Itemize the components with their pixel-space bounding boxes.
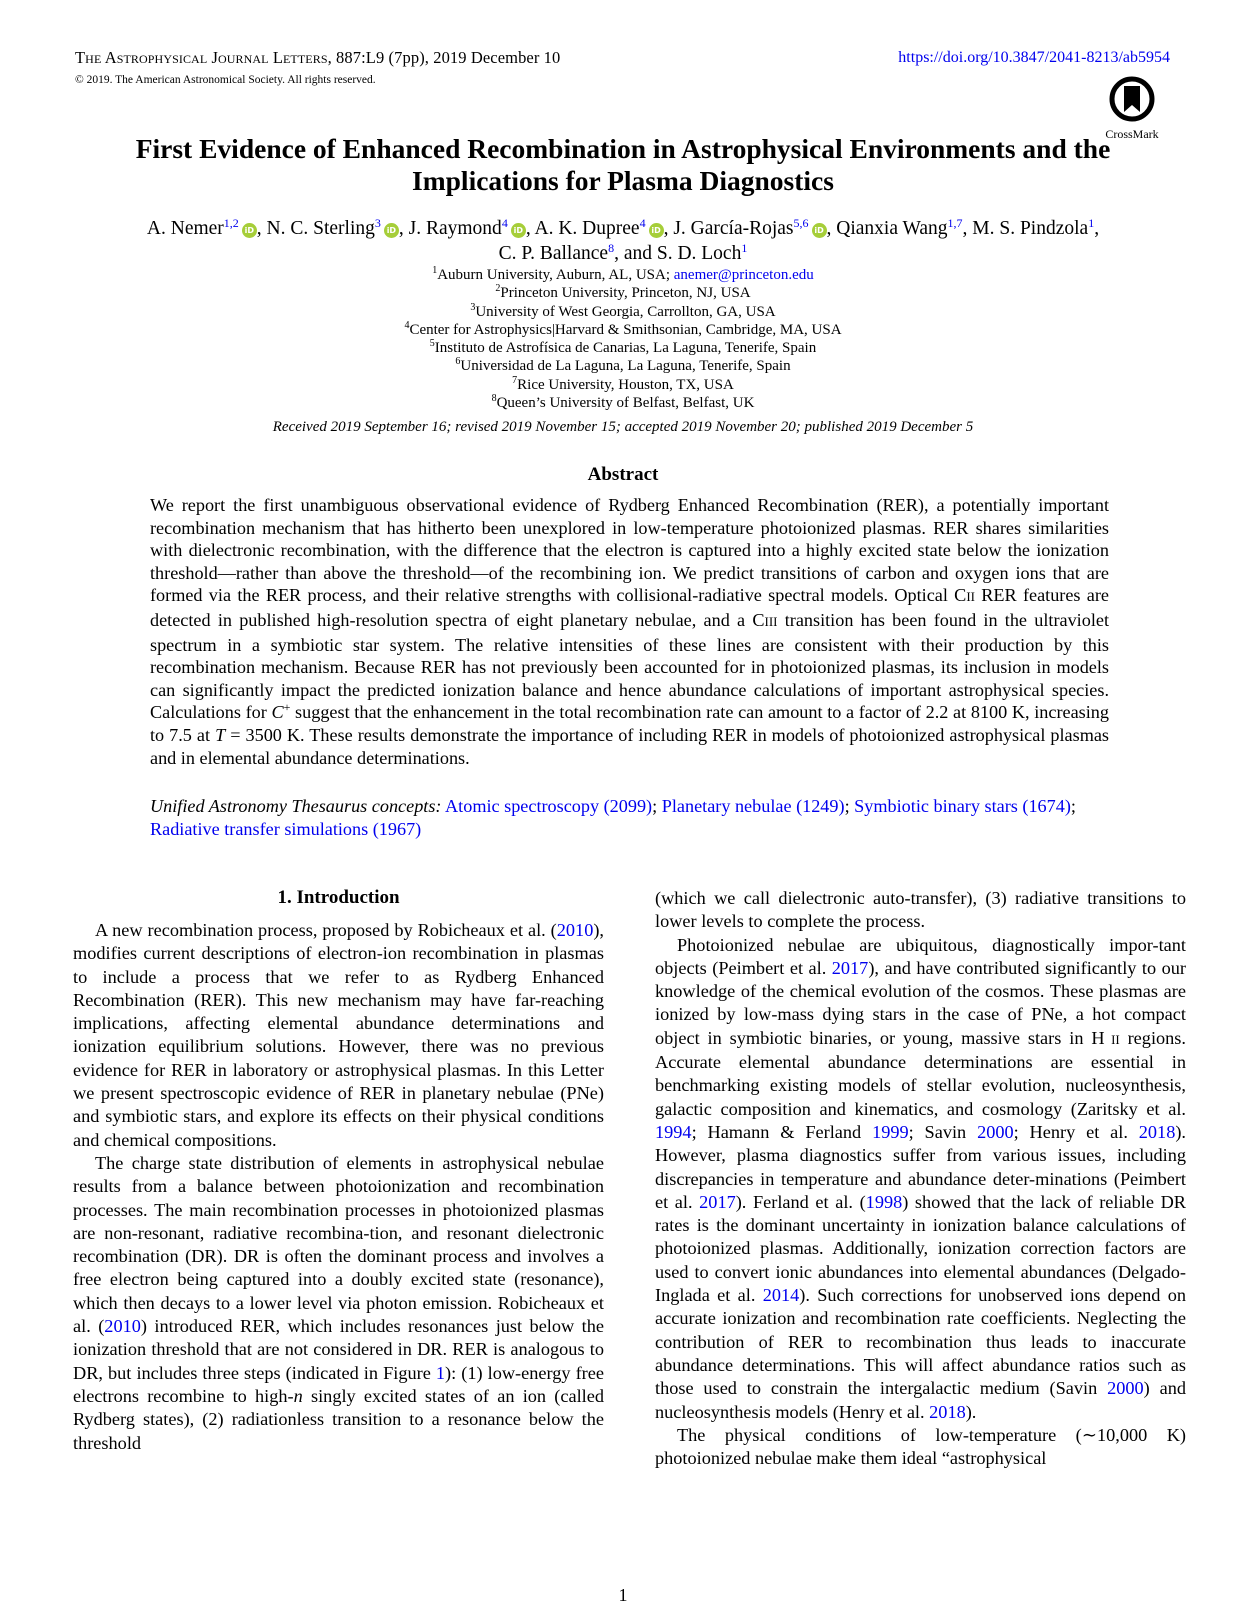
affiliation-ref[interactable]: 4	[639, 216, 646, 230]
author	[673, 218, 826, 239]
affiliation-ref[interactable]: 5,6	[793, 216, 809, 230]
text-run: ). However, plasma diagnostics suffer from various issues, including discrepancies in temperature and abundance deter-minations (Peimbert et al.	[655, 1121, 1186, 1212]
citation-link[interactable]: 2017	[831, 957, 869, 978]
math-variable: n	[293, 1385, 303, 1406]
paragraph	[655, 887, 1186, 934]
affiliation-text: Center for Astrophysics|Harvard & Smithsonian, Cambridge, MA, USA	[409, 321, 842, 338]
affiliation-number: 5	[429, 338, 435, 350]
affiliation-text: Queen’s University of Belfast, Belfast, UK	[496, 395, 755, 412]
right-column	[655, 887, 1186, 1470]
citation-details: , 887:L9 (7pp), 2019 December 10	[327, 48, 561, 67]
page-number: 1	[618, 1585, 628, 1605]
section-heading-introduction: 1. Introduction	[277, 887, 400, 908]
affiliation-number: 6	[455, 356, 461, 368]
abstract-text: RER features are detected in published high-resolution spectra of eight planetary nebulae, and a C	[150, 585, 1109, 630]
uat-concept-link[interactable]: Atomic spectroscopy (2099)	[445, 796, 653, 816]
journal-citation	[75, 48, 560, 68]
citation-link[interactable]: 2010	[104, 1316, 141, 1337]
author-separator: ,	[663, 218, 674, 239]
temperature-variable: T	[215, 724, 226, 745]
separator: ;	[1070, 796, 1076, 816]
abstract-text: suggest that the enhancement in the total recombination rate can amount to a factor of 2.2 at 8100 K, increasing to 7.5 at	[150, 702, 1109, 745]
abstract-text: = 3500 K. These results demonstrate the importance of including RER in models of photoionized astrophysical plasmas and in elemental abundance determinations.	[150, 724, 1109, 768]
text-run: Photoionized nebulae are ubiquitous, diagnostically impor-tant objects (Peimbert et al.	[655, 934, 1186, 978]
text-run: regions. Accurate elemental abundance determinations are essential in benchmarking existing models of stellar evolution, nucleosynthesis, galactic composition and kinematics, and cosmology (Zaritsky et al.	[655, 1027, 1186, 1119]
author-name: A. K. Dupree	[534, 218, 640, 239]
author	[147, 218, 257, 239]
running-header	[75, 48, 560, 86]
crossmark-icon	[1109, 76, 1155, 122]
affiliation-number: 2	[495, 283, 501, 295]
affiliation	[0, 284, 1246, 302]
abstract-body	[150, 494, 1109, 769]
ion-stage: III	[764, 613, 778, 629]
text-run: ), and have contributed significantly to our knowledge of the chemical evolution of the cosmos. These plasmas are ionized by low-mass dying stars in the case of PNe, a hot compact object in symbiotic binaries, or young, massive stars in H	[655, 957, 1186, 1048]
author	[499, 243, 614, 264]
email-link[interactable]: anemer@princeton.edu	[673, 267, 814, 283]
orcid-icon[interactable]: iD	[384, 223, 399, 238]
citation-link[interactable]: 2018	[1138, 1121, 1176, 1142]
citation-link[interactable]: 1999	[872, 1121, 909, 1142]
affiliation-ref[interactable]: 4	[501, 216, 508, 230]
author	[535, 218, 664, 239]
affiliation-number: 8	[491, 393, 497, 405]
affiliation-ref[interactable]: 3	[374, 216, 381, 230]
author-name: J. Raymond	[408, 218, 502, 239]
abstract-heading: Abstract	[587, 464, 659, 485]
author-name: Qianxia Wang	[836, 218, 948, 239]
affiliation-text: Princeton University, Princeton, NJ, USA	[500, 285, 751, 302]
text-run: ) showed that the lack of reliable DR rates is the dominant uncertainty in ionization balance calculations of photoionized plasmas. Additionally, ionization correction factors are used to convert ionic abundances into elemental abundances (Delgado-Inglada et al.	[655, 1191, 1186, 1306]
affiliation-text: Auburn University, Auburn, AL, USA;	[437, 267, 674, 283]
citation-link[interactable]: 2000	[1107, 1378, 1144, 1399]
uat-concept-link[interactable]: Planetary nebulae (1249)	[661, 796, 845, 816]
author-separator: , and	[614, 243, 657, 264]
species-symbol: C	[271, 702, 284, 723]
affiliation	[0, 339, 1246, 357]
separator: ;	[844, 796, 855, 816]
title-line-2: Implications for Plasma Diagnostics	[412, 165, 834, 196]
paper-title	[60, 133, 1186, 197]
affiliation-ref[interactable]: 1,7	[947, 216, 963, 230]
author-separator: ,	[398, 218, 409, 239]
citation-link[interactable]: 1998	[865, 1191, 903, 1212]
text-run: ).	[965, 1401, 977, 1422]
affiliation-ref[interactable]: 1,2	[223, 216, 239, 230]
paragraph	[73, 919, 604, 1152]
author-separator: ,	[826, 218, 837, 239]
affiliation-ref[interactable]: 1	[1088, 216, 1095, 230]
citation-link[interactable]: 1	[435, 1362, 446, 1383]
text-run: ) introduced RER, which includes resonances just below the ionization threshold that are not considered in DR. RER is analogous to DR, but includes three steps (indicated in Figure	[73, 1316, 605, 1383]
text-run: ; Savin	[908, 1121, 978, 1142]
text-run: The charge state distribution of elements in astrophysical nebulae results from a balance between photoionization and recombination processes. The main recombination processes in photoionized plasmas are non-resonant, radiative recombina-tion, and resonant dielectronic recombination (DR). DR is often the dominant process and involves a free electron being captured into a doubly excited state (resonance), which then decays to a lower level via photon emission. Robicheaux et al. (	[73, 1152, 604, 1337]
author-separator: ,	[1094, 218, 1100, 239]
text-run: ): (1) low-energy free electrons recombine to high-	[73, 1362, 605, 1406]
uat-label: Unified Astronomy Thesaurus concepts:	[150, 796, 442, 816]
left-column	[73, 887, 604, 1455]
doi-link[interactable]: https://doi.org/10.3847/2041-8213/ab5954	[898, 49, 1170, 66]
paragraph	[655, 934, 1186, 1424]
author-name: S. D. Loch	[656, 243, 742, 264]
affiliation	[0, 303, 1246, 321]
affiliation-ref[interactable]: 1	[741, 241, 748, 255]
paragraph	[655, 1424, 1186, 1471]
affiliation-ref[interactable]: 8	[608, 241, 615, 255]
publication-dates: Received 2019 September 16; revised 2019 November 15; accepted 2019 November 20; published 2019 December 5	[272, 419, 974, 435]
affiliation	[0, 394, 1246, 412]
abstract-text: transition has been found in the ultraviolet spectrum in a symbiotic star system. The relative intensities of these lines are consistent with their production by this recombination mechanism. Because RER has not previously been accounted for in photoionized plasmas, its inclusion in models can significantly impact the predicted ionization balance and hence abundance calculations of important astrophysical species. Calculations for	[150, 609, 1109, 723]
affiliation	[0, 376, 1246, 394]
author	[409, 218, 526, 239]
orcid-icon[interactable]: iD	[649, 223, 664, 238]
ion-stage: II	[1104, 1031, 1120, 1047]
author	[836, 218, 962, 239]
uat-concept-link[interactable]: Radiative transfer simulations (1967)	[150, 818, 422, 839]
orcid-icon[interactable]: iD	[812, 223, 827, 238]
citation-link[interactable]: 2010	[556, 920, 594, 940]
author-separator: ,	[525, 218, 535, 239]
affiliation-list	[0, 266, 1246, 412]
title-line-1: First Evidence of Enhanced Recombination in Astrophysical Environments and the	[135, 133, 1111, 164]
text-run: ; Hamann & Ferland	[691, 1121, 873, 1142]
affiliation-text: Rice University, Houston, TX, USA	[517, 376, 734, 393]
author	[657, 243, 748, 264]
citation-link[interactable]: 2018	[929, 1401, 966, 1422]
citation-link[interactable]: 2017	[699, 1191, 736, 1212]
affiliation-number: 7	[512, 374, 518, 386]
author-name: J. García-Rojas	[673, 218, 794, 239]
text-run: singly excited states of an ion (called Rydberg states), (2) radiationless transition to a resonance below the threshold	[73, 1385, 605, 1453]
copyright-notice: © 2019. The American Astronomical Society. All rights reserved.	[75, 74, 376, 86]
affiliation-number: 4	[404, 319, 410, 331]
separator: ;	[652, 796, 662, 816]
affiliation-number: 1	[432, 265, 438, 276]
citation-link[interactable]: 1994	[655, 1121, 692, 1142]
journal-name: The Astrophysical Journal Letters	[75, 48, 328, 67]
text-run: ). Such corrections for unobserved ions depend on accurate ionization and recombination rate coefficients. Neglecting the contribution of RER to recombination thus leads to inaccurate abundance determinations. This will affect abundance ratios such as those used to constrain the intergalactic medium (Savin	[655, 1285, 1186, 1399]
author-name: C. P. Ballance	[498, 243, 609, 264]
author-name: N. C. Sterling	[266, 218, 375, 239]
text-run: ; Henry et al.	[1013, 1121, 1139, 1142]
citation-link[interactable]: 2000	[977, 1121, 1014, 1142]
citation-link[interactable]: 2014	[762, 1285, 800, 1306]
text-run: (which we call dielectronic auto-transfer), (3) radiative transitions to lower levels to complete the process.	[655, 888, 1186, 932]
species-charge: +	[283, 700, 291, 715]
author	[972, 218, 1094, 239]
uat-concept-link[interactable]: Symbiotic binary stars (1674)	[854, 796, 1071, 816]
author-name: A. Nemer	[146, 218, 224, 239]
author-separator: ,	[256, 218, 267, 239]
author-separator: ,	[962, 218, 973, 239]
abstract-text: We report the first unambiguous observational evidence of Rydberg Enhanced Recombination (RER), a potentially important recombination mechanism that has hitherto been unexplored in low-temperature photoionized plasmas. RER shares similarities with dielectronic recombination, with the difference that the electron is captured into a highly excited state below the ionization threshold—rather than above the threshold—of the recombining ion. We predict transitions of carbon and oxygen ions that are formed via the RER process, and their relative strengths with collisional-radiative spectral models. Optical C	[150, 495, 1109, 606]
affiliation	[0, 357, 1246, 375]
orcid-icon[interactable]: iD	[242, 223, 257, 238]
text-run: ). Ferland et al. (	[735, 1191, 866, 1212]
author-name: M. S. Pindzola	[972, 218, 1089, 239]
paragraph	[73, 1152, 604, 1455]
affiliation-text: Instituto de Astrofísica de Canarias, La Laguna, Tenerife, Spain	[434, 340, 817, 357]
ion-stage: II	[966, 589, 975, 605]
affiliation	[0, 321, 1246, 339]
affiliation-text: Universidad de La Laguna, La Laguna, Tenerife, Spain	[460, 358, 791, 375]
crossmark-label: CrossMark	[1105, 127, 1159, 141]
orcid-icon[interactable]: iD	[511, 223, 526, 238]
text-run: A new recombination process, proposed by Robicheaux et al. (	[95, 920, 557, 940]
text-run: The physical conditions of low-temperature (∼10,000 K) photoionized nebulae make them ideal “astrophysical	[655, 1424, 1186, 1469]
uat-concepts	[150, 795, 1109, 840]
affiliation-text: University of West Georgia, Carrollton, GA, USA	[475, 303, 776, 320]
affiliation-number: 3	[470, 301, 476, 313]
author	[267, 218, 399, 239]
affiliation	[0, 266, 1246, 284]
text-run: ) and nucleosynthesis models (Henry et al.	[655, 1378, 1187, 1422]
text-run: ), modifies current descriptions of electron-ion recombination in plasmas to include a process that we refer to as Rydberg Enhanced Recombination (RER). This new mechanism may have far-reaching implications, affecting elemental abundance determinations and ionization equilibrium solutions. However, there was no previous evidence for RER in laboratory or astrophysical plasmas. In this Letter we present spectroscopic evidence of RER in planetary nebulae (PNe) and symbiotic stars, and explore its effects on their physical conditions and chemical compositions.	[73, 920, 604, 1150]
author-list	[40, 216, 1206, 266]
